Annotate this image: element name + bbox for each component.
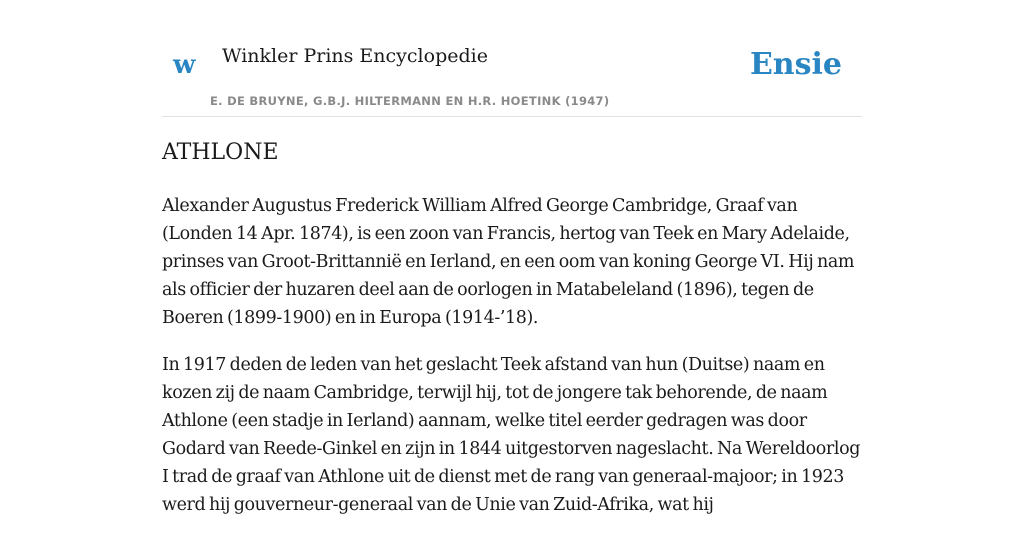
entry-paragraph: In 1917 deden de leden van het geslacht Teek afstand van hun (Duitse) naam en kozen zij de naam Cambridge, terwijl hij, tot de jongere tak behorende, de naam Athlone (een stadje in Ierland) aannam, welke titel eerder gedragen was door Godard van Reede-Ginkel en zijn in 1844 uitgestorven nageslacht. Na Wereldoorlog I trad de graaf van Athlone uit de dienst met de rang van generaal-majoor; in 1923 werd hij gouverneur-generaal van de Unie van Zuid-Afrika, wat hij bbox=[162, 355, 861, 515]
page bbox=[162, 0, 862, 515]
entry-paragraph: Alexander Augustus Frederick William Alfred George Cambridge, Graaf van (Londen 14 Apr. 1874), is een zoon van Francis, hertog van Teek en Mary Adelaide, prinses van Groot-Brittannië en Ierland, en een oom van koning George VI. Hij nam als officier der huzaren deel aan de oorlogen in Matabeleland (1896), tegen de Boeren (1899-1900) en in Europa (1914-’18). bbox=[162, 196, 855, 328]
encyclopedia-logo[interactable]: w bbox=[173, 50, 196, 80]
book-title[interactable]: Winkler Prins Encyclopedie bbox=[222, 45, 488, 67]
header bbox=[162, 0, 862, 117]
entry-title: ATHLONE bbox=[162, 140, 279, 165]
book-authors: E. DE BRUYNE, G.B.J. HILTERMANN EN H.R. HOETINK (1947) bbox=[210, 94, 610, 108]
entry-body bbox=[162, 192, 862, 538]
ensie-logo-link[interactable]: Ensie bbox=[749, 47, 842, 82]
